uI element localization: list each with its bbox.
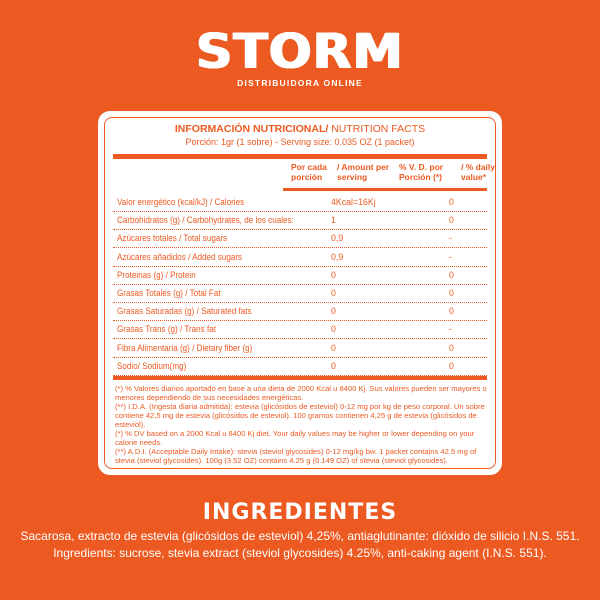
nutrient-amount: 0,9 — [331, 233, 344, 244]
header-amount-serving: / Amount per serving — [337, 162, 390, 182]
nutrient-amount: 0 — [331, 324, 336, 335]
nutrient-daily-value: 0 — [449, 269, 454, 280]
nutrient-daily-value: 0 — [449, 197, 454, 207]
nutrition-row — [113, 211, 487, 230]
nutrition-row — [113, 266, 487, 285]
nutrient-label: Carbohidratos (g) / Carbohydrates, de los cuales: — [117, 215, 294, 226]
footnotes — [115, 384, 493, 465]
nutrient-daily-value: 0 — [449, 288, 454, 298]
nutrient-amount: 0 — [331, 342, 336, 353]
nutrient-daily-value: - — [449, 324, 452, 335]
nutrient-amount: 0 — [331, 360, 336, 371]
nutrient-amount: 1 — [331, 215, 336, 226]
nutrition-facts-frame — [104, 117, 496, 469]
nutrient-daily-value: 0 — [449, 215, 454, 226]
nutrition-row — [113, 284, 487, 303]
nutrient-label: Fibra Alimentaria (g) / Dietary fiber (g) — [117, 342, 253, 353]
column-header-divider — [283, 188, 487, 191]
header-per-portion: Por cada porción — [291, 162, 327, 182]
nutrition-row — [113, 229, 487, 248]
nutrition-row — [113, 320, 487, 339]
brand-name: STORM — [196, 24, 404, 80]
nutrient-label: Grasas Saturadas (g) / Saturated fats — [117, 306, 252, 317]
nutrient-daily-value: - — [449, 251, 452, 262]
nutrition-title-es: INFORMACIÓN NUTRICIONAL/ — [174, 123, 329, 135]
nutrient-daily-value: 0 — [449, 360, 454, 371]
nutrition-row — [113, 357, 487, 376]
nutrient-amount: 4Kcal=16Kj — [331, 197, 376, 207]
footnote: (*) % DV based on a 2000 Kcal u 8400 Kj diet. Your daily values may be higher or lower depending on your calorie needs. — [115, 429, 475, 447]
nutrition-row — [113, 302, 487, 321]
nutrient-amount: 0 — [331, 288, 336, 298]
nutrition-row — [113, 339, 487, 358]
footnote: (*) % Valores diarios aportado en base a una dieta de 2000 Kcal u 8400 Kj. Sus valores pueden ser mayores o menores dependiendo de sus necesidades energéticas. — [115, 384, 487, 402]
nutrient-label: Sodio/ Sodium(mg) — [117, 360, 187, 371]
header-dv-en: / % daily value* — [461, 162, 496, 182]
header-dv-es: % V. D. por Porción (*) — [399, 162, 444, 182]
nutrient-amount: 0 — [331, 306, 336, 317]
nutrition-title-en: NUTRITION FACTS — [328, 123, 426, 135]
ingredients-text: Sacarosa, extracto de estevia (glicósidos de esteviol) 4,25%, antiaglutinante: dióxido de silicio I.N.S. 551. Ingredients: sucrose, stevia extract (steviol glycosides) 4.25%, anti-caking agent (I.N.S. 551). — [20, 529, 580, 560]
nutrition-row — [113, 248, 487, 267]
nutrient-daily-value: 0 — [449, 306, 454, 317]
nutrient-label: Grasas Trans (g) / Trans fat — [117, 324, 216, 335]
header-divider — [113, 154, 487, 159]
nutrient-label: Azúcares totales / Total sugars — [117, 233, 228, 244]
nutrient-label: Azúcares añadidos / Added sugars — [117, 251, 243, 262]
nutrition-facts-card — [98, 111, 502, 475]
nutrient-amount: 0 — [331, 269, 336, 280]
footnote: (**) A.D.I. (Acceptable Daily Intake): stevia (steviol glycosides) 0-12 mg/kg bw. 1 packet contains 42.5 mg of stevia (steviol glycosides). 100g (3.52 OZ) contains 4.25 g (0.149 OZ) of stevia (steviol glycosides). — [115, 447, 477, 465]
nutrient-label: Valor energético (kcal/kJ) / Calories — [117, 197, 245, 207]
nutrient-label: Proteinas (g) / Protein — [117, 269, 196, 280]
brand-logo — [0, 24, 600, 88]
nutrient-daily-value: 0 — [449, 342, 454, 353]
brand-tagline: DISTRIBUIDORA ONLINE — [237, 78, 363, 88]
footnote: (**) I.D.A. (Ingesta diaria admitida): estevia (glicósidos de esteviol) 0-12 mg por kg de peso corporal. Un sobre contiene 42,5 mg de estevia (glicósidos de esteviol). 100 gramos contienen 4,25 g de estevia (glicósidos de esteviol). — [115, 402, 485, 429]
nutrient-amount: 0,9 — [331, 251, 344, 262]
nutrient-daily-value: - — [449, 233, 452, 244]
nutrition-title — [105, 123, 495, 135]
ingredients-title: INGREDIENTES — [202, 500, 398, 525]
portion-size: Porción: 1gr (1 sobre) - Serving size: 0.035 OZ (1 packet) — [185, 137, 415, 147]
nutrition-row — [113, 193, 487, 212]
nutrient-label: Grasas Totales (g) / Total Fat — [117, 288, 221, 298]
notes-divider — [113, 376, 487, 380]
